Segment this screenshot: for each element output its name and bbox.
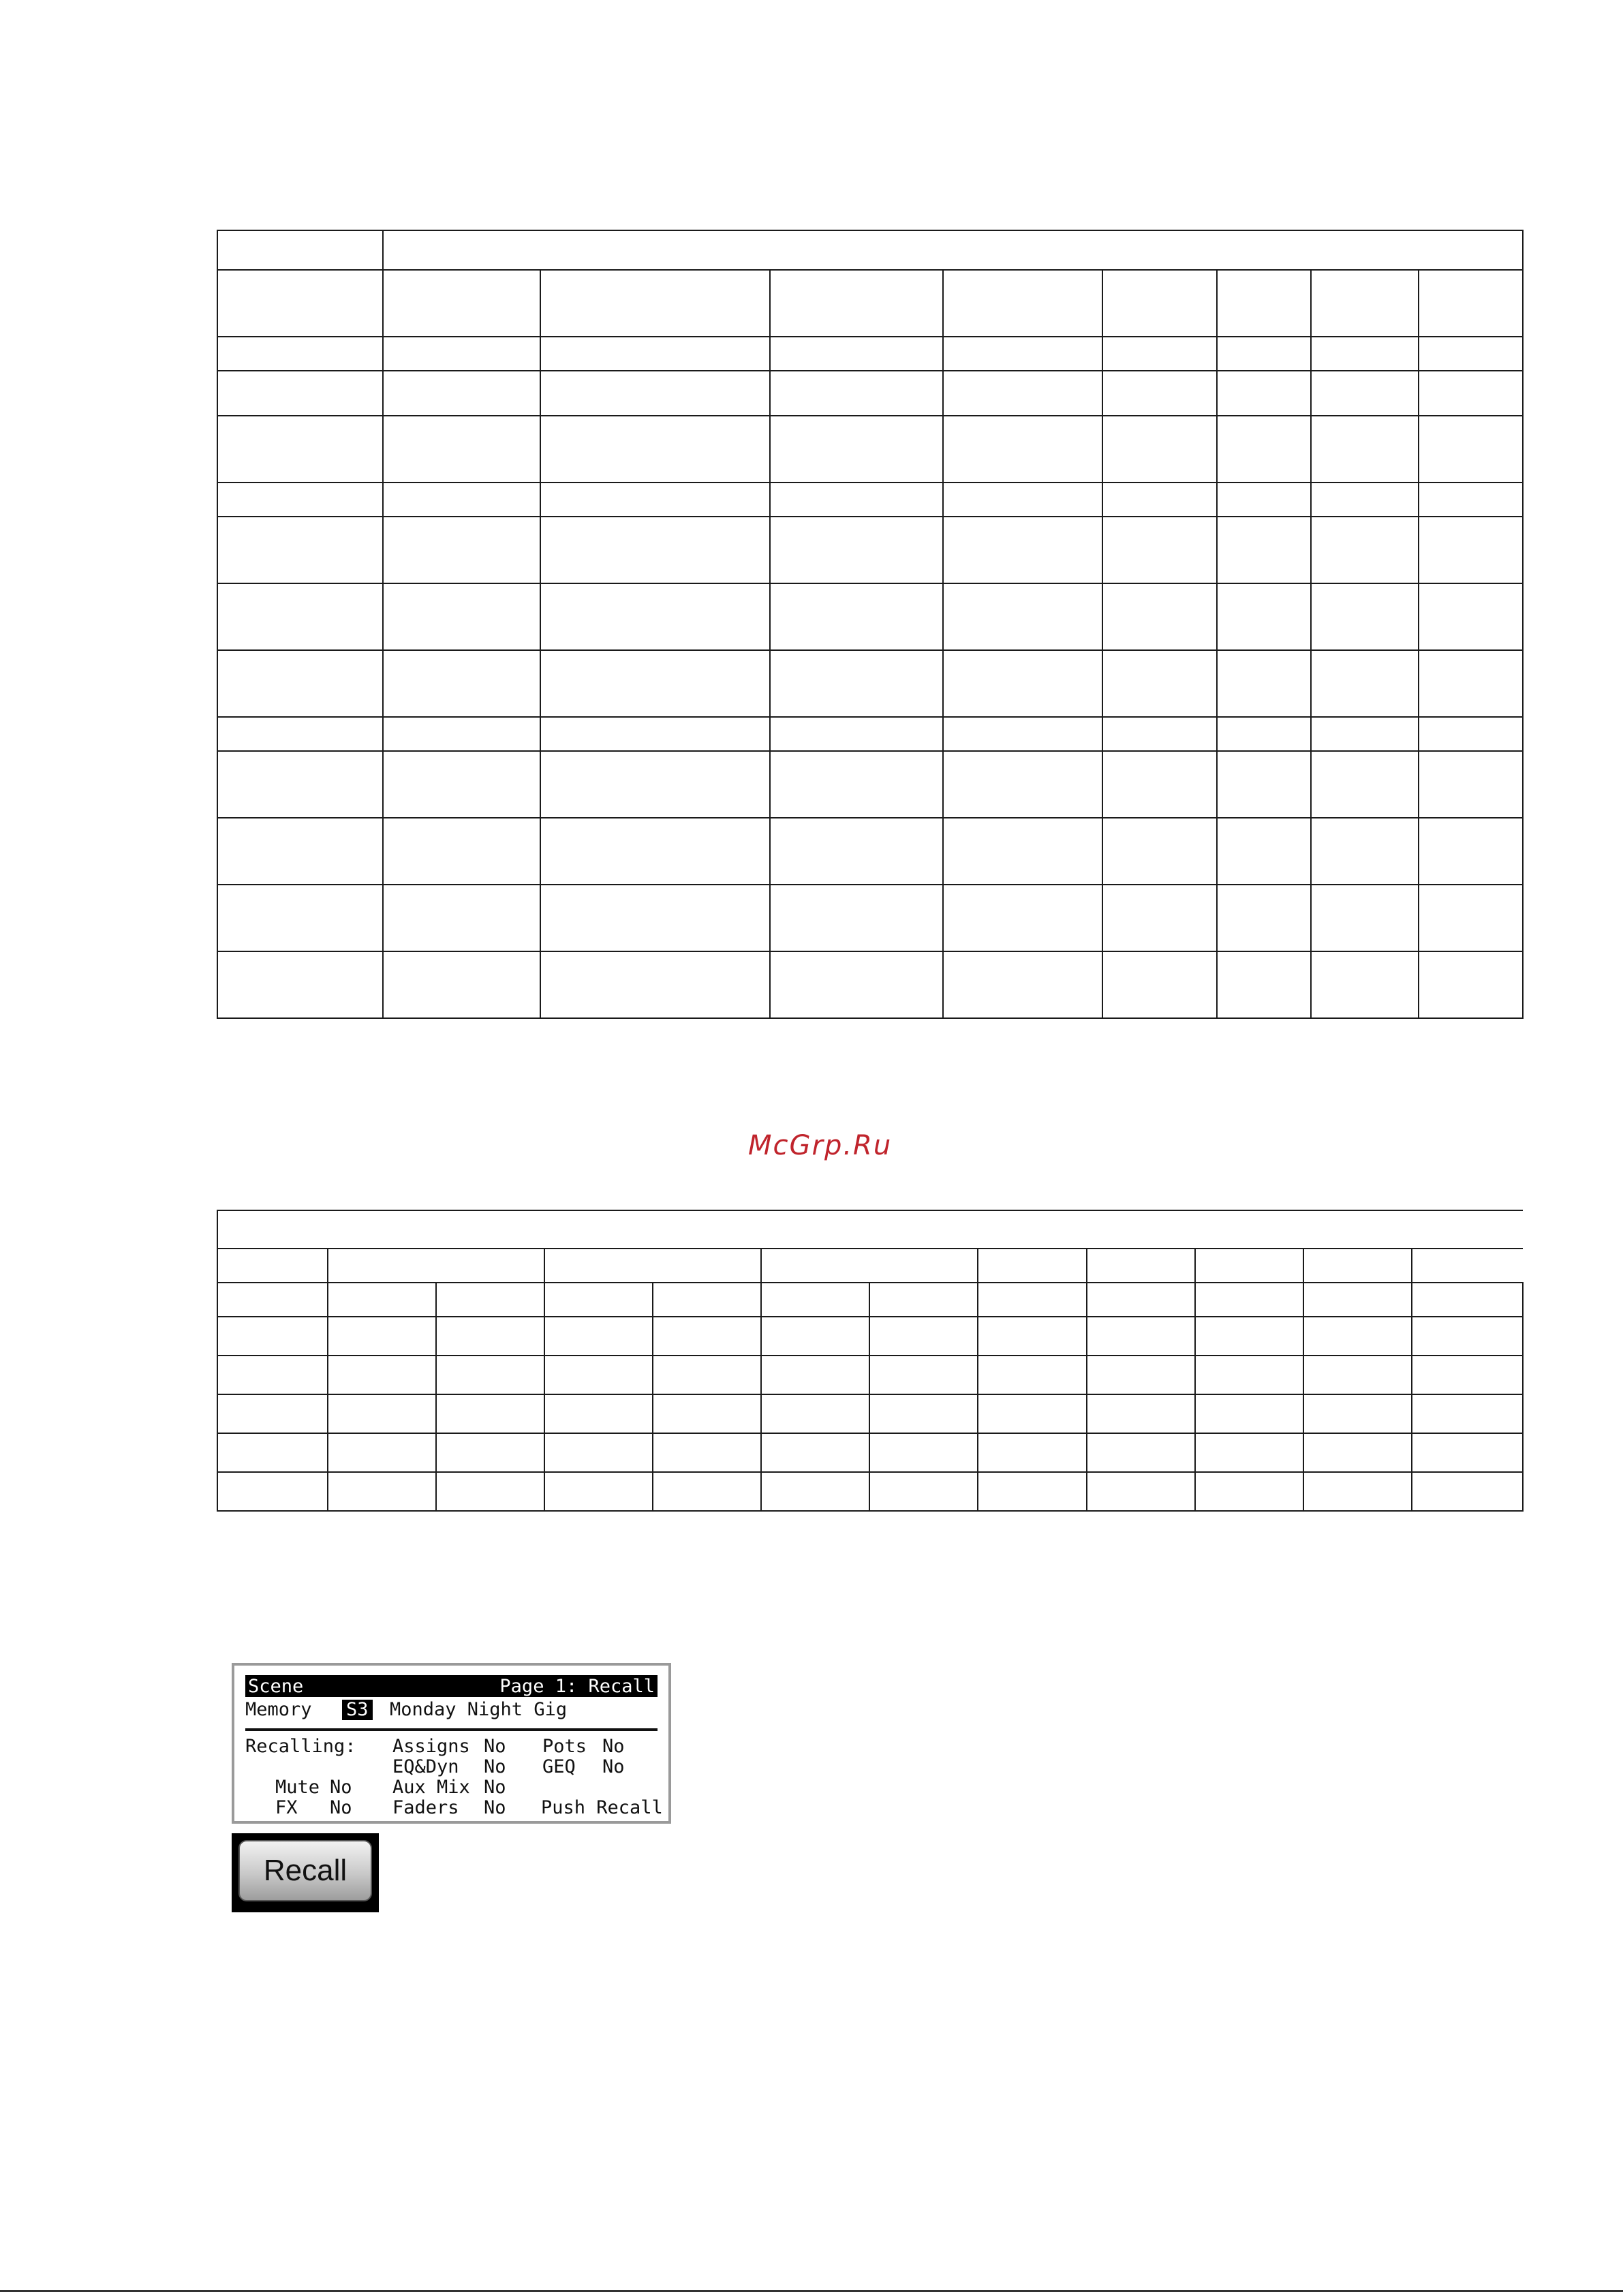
table-cell — [328, 1317, 436, 1356]
table-cell — [978, 1433, 1087, 1472]
table-cell — [761, 1283, 869, 1317]
table-row — [217, 583, 1523, 650]
table-cell — [770, 951, 943, 1018]
table-cell — [1217, 717, 1311, 751]
table-cell — [653, 1472, 761, 1511]
table-row — [217, 371, 1523, 416]
table-cell — [1195, 1356, 1303, 1394]
table-row — [217, 1394, 1523, 1433]
table-row — [217, 416, 1523, 483]
table-cell — [761, 1433, 869, 1472]
table-cell — [1311, 337, 1419, 371]
table-cell — [1195, 1433, 1303, 1472]
table-cell — [328, 1356, 436, 1394]
table-cell — [1303, 1433, 1412, 1472]
table-cell — [1303, 1283, 1412, 1317]
table-cell — [1419, 717, 1523, 751]
table-cell — [383, 951, 540, 1018]
table-row — [217, 1356, 1523, 1394]
table-row — [217, 270, 1523, 337]
mute-label: Mute — [275, 1777, 320, 1798]
table-cell — [770, 517, 943, 583]
table-cell — [217, 1433, 328, 1472]
lcd-page-label: Page 1: Recall — [499, 1676, 655, 1697]
table-cell — [943, 517, 1102, 583]
table-row — [217, 1249, 1523, 1283]
table-cell — [1217, 416, 1311, 483]
table-cell — [544, 1472, 653, 1511]
table-cell — [436, 1472, 544, 1511]
push-recall-hint: Push Recall — [541, 1797, 663, 1818]
table-cell — [217, 751, 383, 818]
table-cell — [1087, 1317, 1195, 1356]
table-cell — [1195, 1394, 1303, 1433]
table-cell — [1087, 1394, 1195, 1433]
table-cell — [383, 650, 540, 717]
table-cell — [1195, 1283, 1303, 1317]
table-cell — [1217, 270, 1311, 337]
table-cell — [1311, 951, 1419, 1018]
table-cell — [761, 1394, 869, 1433]
table-cell — [217, 1210, 1523, 1249]
recall-button[interactable]: Recall — [238, 1840, 372, 1901]
table-cell — [1102, 483, 1217, 517]
table-cell — [653, 1433, 761, 1472]
table-cell — [217, 1249, 328, 1283]
table-cell — [1412, 1249, 1523, 1283]
lcd-title-bar — [245, 1675, 658, 1697]
recalling-label: Recalling: — [245, 1736, 356, 1757]
table-cell — [1102, 337, 1217, 371]
lcd-title: Scene — [248, 1676, 304, 1697]
table-cell — [540, 416, 770, 483]
table-cell — [770, 885, 943, 951]
table-cell — [869, 1433, 978, 1472]
table-cell — [1102, 818, 1217, 885]
table-cell — [1311, 818, 1419, 885]
table-cell — [436, 1283, 544, 1317]
table-cell — [653, 1283, 761, 1317]
geq-label: GEQ — [542, 1756, 576, 1777]
table-cell — [943, 751, 1102, 818]
table-cell — [1419, 337, 1523, 371]
table-cell — [1303, 1249, 1412, 1283]
table-cell — [540, 818, 770, 885]
eqdyn-label: EQ&Dyn — [392, 1756, 459, 1777]
table-cell — [217, 270, 383, 337]
table-cell — [1311, 717, 1419, 751]
table-cell — [540, 951, 770, 1018]
table-cell — [217, 1283, 328, 1317]
table-cell — [436, 1356, 544, 1394]
table-cell — [1217, 650, 1311, 717]
table-cell — [1217, 751, 1311, 818]
table-cell — [217, 1472, 328, 1511]
table-cell — [540, 717, 770, 751]
table-cell — [770, 337, 943, 371]
table-cell — [770, 751, 943, 818]
table-cell — [217, 1317, 328, 1356]
table-cell — [1412, 1283, 1523, 1317]
table-cell — [1303, 1394, 1412, 1433]
table-cell — [1412, 1317, 1523, 1356]
table-cell — [1087, 1433, 1195, 1472]
table-cell — [1087, 1356, 1195, 1394]
table-row — [217, 818, 1523, 885]
table-cell — [328, 1433, 436, 1472]
table-row — [217, 1283, 1523, 1317]
table-cell — [1195, 1317, 1303, 1356]
table-row — [217, 483, 1523, 517]
faders-label: Faders — [392, 1797, 459, 1818]
table-cell — [544, 1317, 653, 1356]
table-cell — [1087, 1283, 1195, 1317]
lcd-divider — [245, 1728, 658, 1731]
fx-value: No — [330, 1797, 352, 1818]
table-cell — [943, 951, 1102, 1018]
table-cell — [1102, 717, 1217, 751]
table-cell — [978, 1317, 1087, 1356]
table-cell — [540, 371, 770, 416]
auxmix-value: No — [484, 1777, 506, 1798]
parameter-grid-table — [217, 230, 1524, 1019]
table-cell — [978, 1283, 1087, 1317]
table-cell — [544, 1283, 653, 1317]
table-cell — [540, 885, 770, 951]
table-cell — [653, 1317, 761, 1356]
table-cell — [1102, 270, 1217, 337]
table-cell — [540, 650, 770, 717]
table-cell — [540, 517, 770, 583]
table-cell — [383, 818, 540, 885]
routing-grid-table — [217, 1210, 1524, 1512]
table-cell — [943, 717, 1102, 751]
table-cell — [1195, 1249, 1303, 1283]
pots-label: Pots — [542, 1736, 587, 1757]
table-cell — [943, 416, 1102, 483]
table-cell — [540, 583, 770, 650]
table-cell — [1217, 517, 1311, 583]
table-cell — [1412, 1472, 1523, 1511]
table-cell — [1102, 650, 1217, 717]
geq-value: No — [602, 1756, 625, 1777]
table-cell — [1303, 1472, 1412, 1511]
table-cell — [436, 1317, 544, 1356]
table-cell — [383, 230, 1523, 270]
table-cell — [217, 951, 383, 1018]
page-bottom-rule — [0, 2290, 1623, 2292]
table-row — [217, 230, 1523, 270]
recall-button-frame — [232, 1833, 379, 1912]
table-row — [217, 885, 1523, 951]
eqdyn-value: No — [484, 1756, 506, 1777]
memory-slot: S3 — [342, 1700, 373, 1720]
table-cell — [217, 1394, 328, 1433]
table-cell — [1419, 583, 1523, 650]
table-row — [217, 751, 1523, 818]
table-cell — [383, 717, 540, 751]
table-cell — [761, 1317, 869, 1356]
table-cell — [217, 885, 383, 951]
table-cell — [943, 371, 1102, 416]
table-cell — [540, 751, 770, 818]
table-cell — [1419, 751, 1523, 818]
table-cell — [869, 1317, 978, 1356]
table-cell — [1412, 1356, 1523, 1394]
table-cell — [1419, 951, 1523, 1018]
table-cell — [1087, 1249, 1195, 1283]
table-cell — [383, 337, 540, 371]
auxmix-label: Aux Mix — [392, 1777, 470, 1798]
table-cell — [978, 1356, 1087, 1394]
table-cell — [217, 337, 383, 371]
faders-value: No — [484, 1797, 506, 1818]
table-cell — [217, 818, 383, 885]
table-cell — [943, 650, 1102, 717]
table-cell — [1419, 517, 1523, 583]
assigns-label: Assigns — [392, 1736, 470, 1757]
table-cell — [1217, 583, 1311, 650]
table-cell — [1217, 951, 1311, 1018]
table-cell — [869, 1356, 978, 1394]
table-cell — [1217, 885, 1311, 951]
mute-value: No — [330, 1777, 352, 1798]
table-cell — [1102, 885, 1217, 951]
table-cell — [540, 337, 770, 371]
table-cell — [770, 717, 943, 751]
table-cell — [761, 1249, 978, 1283]
table-cell — [436, 1394, 544, 1433]
table-cell — [943, 337, 1102, 371]
watermark-text: McGrp.Ru — [748, 1130, 893, 1161]
table-cell — [1303, 1356, 1412, 1394]
table-row — [217, 951, 1523, 1018]
table-row — [217, 1472, 1523, 1511]
memory-label: Memory — [245, 1699, 312, 1720]
fx-label: FX — [275, 1797, 298, 1818]
table-row — [217, 517, 1523, 583]
assigns-value: No — [484, 1736, 506, 1757]
table-cell — [328, 1394, 436, 1433]
table-row — [217, 650, 1523, 717]
table-cell — [1102, 751, 1217, 818]
table-cell — [217, 717, 383, 751]
table-cell — [383, 270, 540, 337]
table-cell — [1311, 885, 1419, 951]
table-cell — [943, 583, 1102, 650]
table-cell — [1102, 416, 1217, 483]
table-cell — [653, 1356, 761, 1394]
table-cell — [869, 1283, 978, 1317]
table-cell — [943, 885, 1102, 951]
table-cell — [1217, 371, 1311, 416]
table-cell — [328, 1283, 436, 1317]
table-cell — [1419, 885, 1523, 951]
memory-name: Monday Night Gig — [390, 1699, 568, 1720]
table-cell — [544, 1394, 653, 1433]
table-row — [217, 337, 1523, 371]
table-cell — [217, 583, 383, 650]
table-cell — [978, 1472, 1087, 1511]
table-cell — [770, 371, 943, 416]
table-cell — [770, 650, 943, 717]
table-cell — [1419, 416, 1523, 483]
table-cell — [1311, 270, 1419, 337]
table-cell — [544, 1433, 653, 1472]
table-cell — [1195, 1472, 1303, 1511]
lcd-scene-recall-screen — [232, 1663, 671, 1824]
table-cell — [217, 416, 383, 483]
table-cell — [1412, 1394, 1523, 1433]
table-cell — [1419, 483, 1523, 517]
table-cell — [544, 1249, 761, 1283]
table-cell — [1311, 416, 1419, 483]
table-cell — [770, 416, 943, 483]
table-cell — [383, 416, 540, 483]
table-cell — [1311, 751, 1419, 818]
table-cell — [978, 1394, 1087, 1433]
table-cell — [217, 230, 383, 270]
table-cell — [1311, 583, 1419, 650]
table-cell — [217, 483, 383, 517]
table-cell — [1419, 818, 1523, 885]
table-cell — [1311, 371, 1419, 416]
table-cell — [217, 650, 383, 717]
table-cell — [383, 751, 540, 818]
table-cell — [770, 583, 943, 650]
table-cell — [943, 818, 1102, 885]
table-cell — [653, 1394, 761, 1433]
table-cell — [217, 1356, 328, 1394]
table-cell — [978, 1249, 1087, 1283]
table-cell — [761, 1356, 869, 1394]
table-cell — [1311, 483, 1419, 517]
pots-value: No — [602, 1736, 625, 1757]
table-cell — [544, 1356, 653, 1394]
table-cell — [217, 517, 383, 583]
table-cell — [383, 517, 540, 583]
table-cell — [1419, 270, 1523, 337]
table-cell — [383, 583, 540, 650]
table-cell — [383, 885, 540, 951]
table-cell — [328, 1472, 436, 1511]
table-cell — [943, 270, 1102, 337]
table-cell — [1419, 371, 1523, 416]
table-row — [217, 1317, 1523, 1356]
table-cell — [761, 1472, 869, 1511]
table-row — [217, 717, 1523, 751]
table-cell — [1217, 818, 1311, 885]
table-cell — [217, 371, 383, 416]
table-cell — [1311, 517, 1419, 583]
table-cell — [1102, 951, 1217, 1018]
table-cell — [1419, 650, 1523, 717]
table-cell — [328, 1249, 544, 1283]
table-cell — [943, 483, 1102, 517]
table-cell — [770, 483, 943, 517]
table-cell — [1311, 650, 1419, 717]
table-cell — [1303, 1317, 1412, 1356]
table-cell — [1102, 517, 1217, 583]
table-cell — [1217, 483, 1311, 517]
table-cell — [383, 371, 540, 416]
table-cell — [869, 1472, 978, 1511]
table-cell — [383, 483, 540, 517]
table-cell — [436, 1433, 544, 1472]
table-cell — [1087, 1472, 1195, 1511]
table-cell — [1102, 583, 1217, 650]
table-cell — [770, 270, 943, 337]
table-cell — [869, 1394, 978, 1433]
table-cell — [540, 270, 770, 337]
table-row — [217, 1210, 1523, 1249]
table-cell — [1102, 371, 1217, 416]
table-row — [217, 1433, 1523, 1472]
table-cell — [540, 483, 770, 517]
table-cell — [770, 818, 943, 885]
table-cell — [1412, 1433, 1523, 1472]
table-cell — [1217, 337, 1311, 371]
